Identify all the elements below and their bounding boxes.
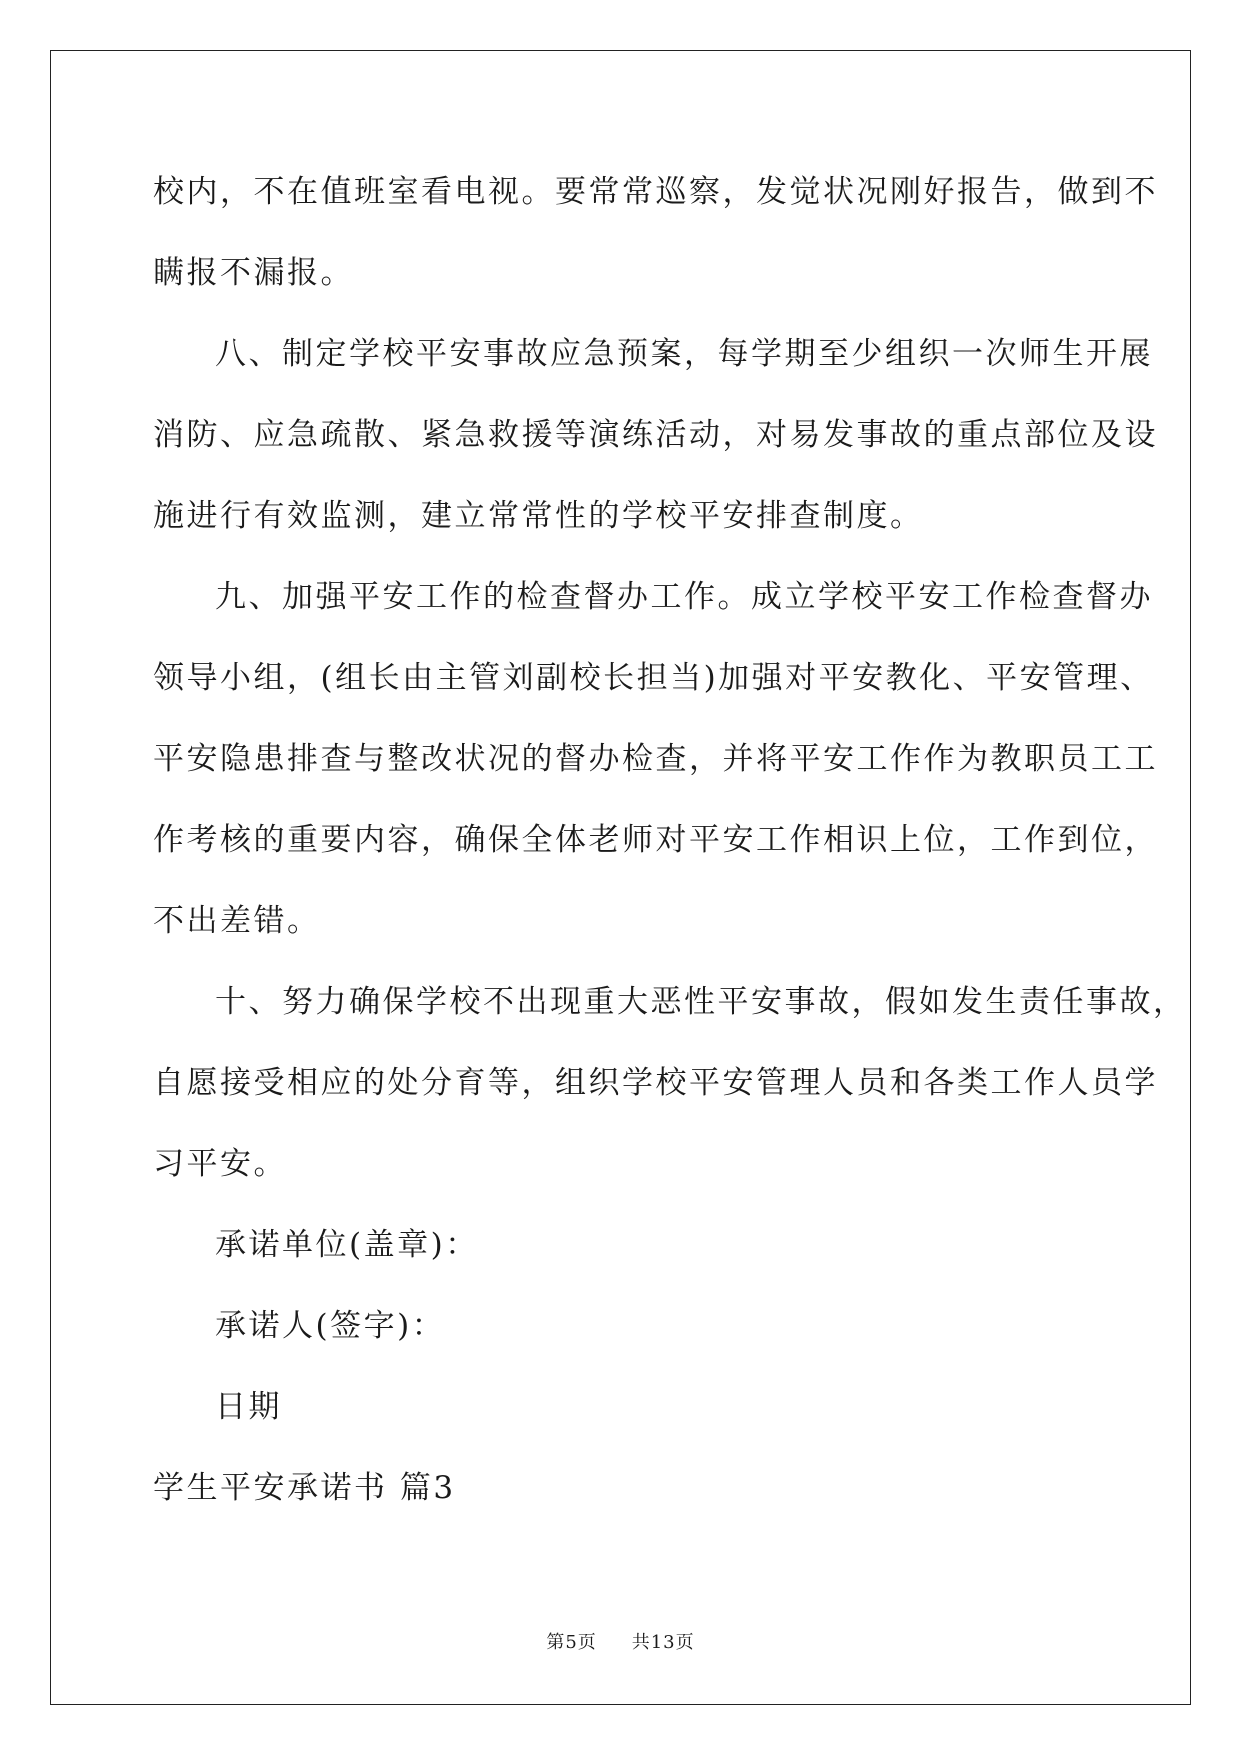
- paragraph-line: 十、努力确保学校不出现重大恶性平安事故，假如发生责任事故，: [215, 984, 1187, 1020]
- paragraph-line: 作考核的重要内容，确保全体老师对平安工作相识上位，工作到位，: [153, 822, 1158, 858]
- paragraph: [153, 557, 1158, 962]
- paragraph-line: 领导小组，(组长由主管刘副校长担当)加强对平安教化、平安管理、: [153, 660, 1154, 696]
- paragraph-line: 习平安。: [153, 1146, 287, 1182]
- paragraph-line: 八、制定学校平安事故应急预案，每学期至少组织一次师生开展: [215, 336, 1153, 372]
- paragraph-line: 平安隐患排查与整改状况的督办检查，并将平安工作作为教职员工工: [153, 741, 1158, 777]
- paragraph-line: 施进行有效监测，建立常常性的学校平安排查制度。: [153, 498, 924, 534]
- paragraph-line: 消防、应急疏散、紧急救援等演练活动，对易发事故的重点部位及设: [153, 417, 1158, 453]
- paragraph: [153, 152, 1158, 314]
- section-heading: 学生平安承诺书 篇3: [153, 1470, 456, 1506]
- paragraph-line: 校内，不在值班室看电视。要常常巡察，发觉状况刚好报告，做到不: [153, 174, 1158, 210]
- paragraph: [153, 314, 1158, 557]
- paragraph: [153, 962, 1187, 1205]
- paragraph-line: 不出差错。: [153, 903, 321, 939]
- paragraph-list: [153, 152, 1187, 1205]
- page-footer: [0, 1628, 1241, 1654]
- paragraph-line: 瞒报不漏报。: [153, 255, 354, 291]
- page-total: 共13页: [631, 1632, 695, 1653]
- paragraph-line: 自愿接受相应的处分育等，组织学校平安管理人员和各类工作人员学: [153, 1065, 1158, 1101]
- paragraph-line: 九、加强平安工作的检查督办工作。成立学校平安工作检查督办: [215, 579, 1153, 615]
- signature-date-label: 日期: [215, 1389, 282, 1425]
- document-body: [153, 152, 1187, 1529]
- signature-person-label: 承诺人(签字)：: [215, 1308, 446, 1344]
- signature-unit-label: 承诺单位(盖章)：: [215, 1227, 479, 1263]
- page-number: 第5页: [546, 1632, 597, 1653]
